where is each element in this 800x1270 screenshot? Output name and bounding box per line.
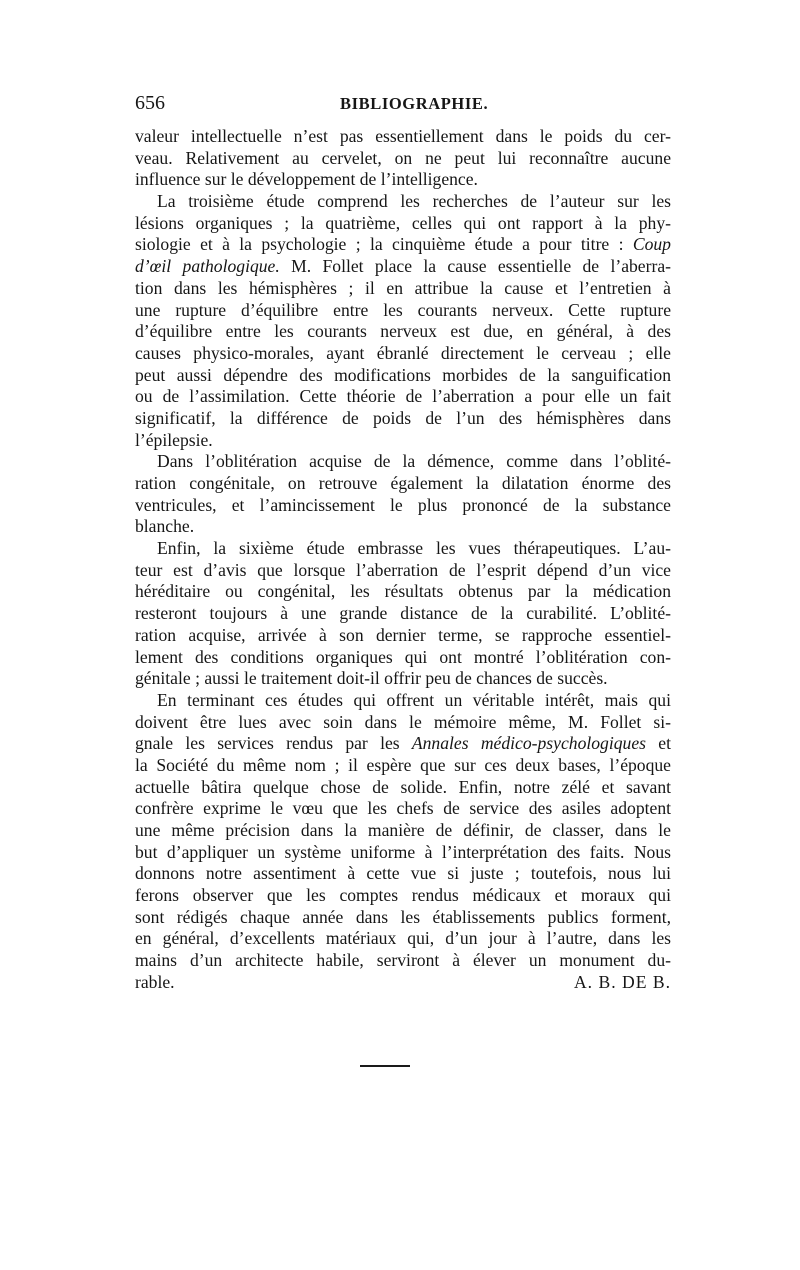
document-page xyxy=(135,92,671,994)
text-line xyxy=(135,972,671,994)
text-line: l’épilepsie. xyxy=(135,429,213,450)
text-line: valeur intellectuelle n’est pas essentiellement dans le poids du cer- xyxy=(135,126,671,146)
text-line: héréditaire ou congénital, les résultats obtenus par la médication xyxy=(135,581,671,602)
text-line xyxy=(135,234,671,256)
text-line: ration congénitale, on retrouve également la dilatation énorme des xyxy=(135,473,671,493)
text-line: ferons observer que les comptes rendus médicaux et moraux qui xyxy=(135,885,671,906)
text-line: La troisième étude comprend les recherches de l’auteur sur les xyxy=(157,191,671,212)
text-line: sont rédigés chaque année dans les établissements publics forment, xyxy=(135,906,671,927)
text-line: lement des conditions organiques qui ont montré l’oblitération con- xyxy=(135,646,671,667)
text-line: En terminant ces études qui offrent un véritable intérêt, mais qui xyxy=(157,689,671,710)
text-line: Enfin, la sixième étude embrasse les vues thérapeutiques. L’au- xyxy=(157,538,671,559)
text-line: causes physico-morales, ayant ébranlé directement le cerveau ; elle xyxy=(135,342,671,363)
text-span: M. Follet place la cause essentielle de l’aberra- xyxy=(291,256,671,277)
text-line: significatif, la différence de poids de l’un des hémisphères dans xyxy=(135,407,671,428)
text-line: donnons notre assentiment à cette vue si juste ; toutefois, nous lui xyxy=(135,863,671,884)
end-rule xyxy=(360,1065,410,1067)
text-span: siologie et à la psychologie ; la cinquième étude a pour titre : xyxy=(135,234,624,255)
text-line: la Société du même nom ; il espère que sur ces deux bases, l’époque xyxy=(135,754,671,775)
text-line: doivent être lues avec soin dans le mémoire même, M. Follet si- xyxy=(135,711,671,732)
text-line: une rupture d’équilibre entre les courants nerveux. Cette rupture xyxy=(135,299,671,320)
text-span: et xyxy=(658,733,671,754)
text-line: influence sur le développement de l’intelligence. xyxy=(135,169,478,190)
page-header xyxy=(135,92,671,122)
page-number: 656 xyxy=(135,92,165,114)
text-line: confrère exprime le vœu que les chefs de service des asiles adoptent xyxy=(135,798,671,819)
text-line: génitale ; aussi le traitement doit-il offrir peu de chances de succès. xyxy=(135,668,608,689)
italic-title: Annales médico-psychologiques xyxy=(411,733,646,754)
author-signature: A. B. DE B. xyxy=(573,971,671,992)
text-span: rable. xyxy=(135,971,175,992)
running-title: BIBLIOGRAPHIE. xyxy=(340,94,489,113)
text-line: ventricules, et l’amincissement le plus prononcé de la substance xyxy=(135,494,671,515)
text-line: en général, d’excellents matériaux qui, d’un jour à l’autre, dans les xyxy=(135,928,671,949)
text-line: but d’appliquer un système uniforme à l’interprétation des faits. Nous xyxy=(135,841,671,862)
text-line: actuelle bâtira quelque chose de solide. Enfin, notre zélé et savant xyxy=(135,776,671,797)
text-line xyxy=(135,733,671,755)
text-line: ou de l’assimilation. Cette théorie de l’aberration a pour elle un fait xyxy=(135,386,671,407)
text-line: resteront toujours à une grande distance de la curabilité. L’oblité- xyxy=(135,603,671,624)
text-line: tion dans les hémisphères ; il en attribue la cause et l’entretien à xyxy=(135,277,671,298)
text-line: une même précision dans la manière de définir, de classer, dans le xyxy=(135,820,671,840)
italic-title: d’œil pathologique. xyxy=(135,256,280,277)
text-span: gnale les services rendus par les xyxy=(135,733,400,754)
text-line xyxy=(135,256,671,278)
italic-title: Coup xyxy=(632,234,671,255)
text-line: teur est d’avis que lorsque l’aberration de l’esprit dépend d’un vice xyxy=(135,559,671,580)
text-line: mains d’un architecte habile, serviront à élever un monument du- xyxy=(135,950,671,971)
article-body xyxy=(135,126,671,994)
text-line: d’équilibre entre les courants nerveux est due, en général, à des xyxy=(135,321,671,342)
text-line: veau. Relativement au cervelet, on ne peut lui reconnaître aucune xyxy=(135,147,671,168)
text-line: peut aussi dépendre des modifications morbides de la sanguification xyxy=(135,364,671,385)
text-line: lésions organiques ; la quatrième, celles qui ont rapport à la phy- xyxy=(135,212,671,233)
text-line: Dans l’oblitération acquise de la démence, comme dans l’oblité- xyxy=(157,451,671,472)
text-line: ration acquise, arrivée à son dernier terme, se rapproche essentiel- xyxy=(135,624,671,645)
text-line: blanche. xyxy=(135,516,195,537)
